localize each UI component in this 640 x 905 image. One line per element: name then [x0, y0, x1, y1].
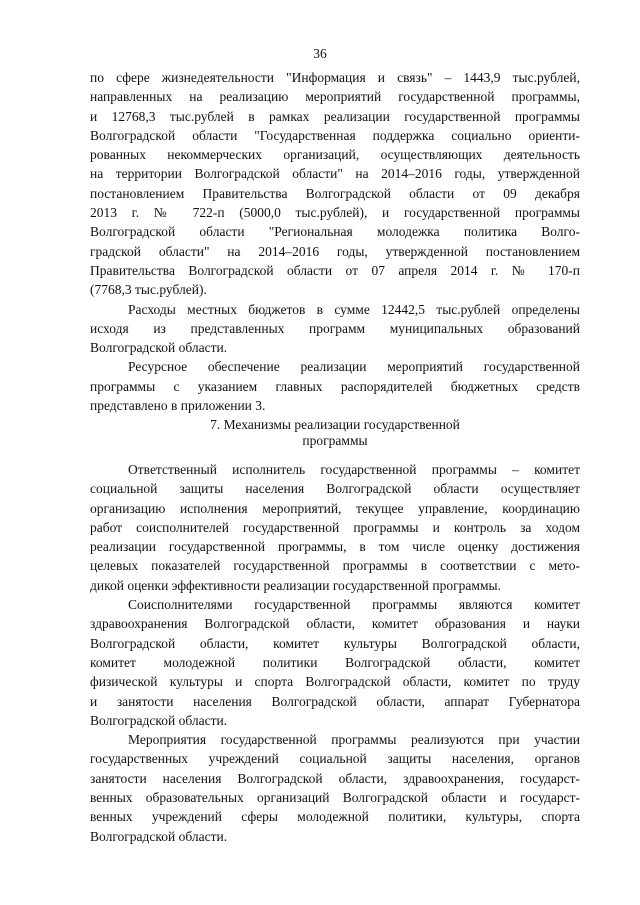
text-line: на территории Волгоградской области" на 2014–2016 годы, утвержденной — [90, 166, 580, 182]
text-line: комитет молодежной политики Волгоградской области, комитет — [90, 654, 580, 670]
text-line: организацию исполнения мероприятий, текущее управление, координацию — [90, 500, 580, 516]
text-line: здравоохранения Волгоградской области, комитет образования и науки — [90, 616, 580, 632]
text-line: по сфере жизнедеятельности "Информация и связь" – 1443,9 тыс.рублей, — [90, 70, 580, 85]
text-line: Ответственный исполнитель государственной программы – комитет — [128, 462, 580, 477]
body-bottom — [90, 460, 580, 846]
text-line: социальной защиты населения Волгоградской области осуществляет — [90, 481, 580, 497]
text-line: Мероприятия государственной программы реализуются при участии — [128, 732, 580, 748]
text-line: венных учреждений сферы молодежной политики, культуры, спорта — [90, 809, 580, 825]
text-line: Правительства Волгоградской области от 07 апреля 2014 г. № 170-п — [90, 262, 580, 278]
text-line: направленных на реализацию мероприятий государственной программы, — [90, 89, 580, 105]
text-line: Соисполнителями государственной программы являются комитет — [128, 597, 580, 613]
text-line: дикой оценки эффективности реализации государственной программы. — [90, 577, 501, 593]
paragraph-co-executors — [90, 595, 580, 730]
text-line: Волгоградской области. — [90, 828, 228, 844]
text-line: физической культуры и спорта Волгоградской области, комитет по труду — [90, 674, 580, 690]
text-line: программы с указанием главных распорядителей бюджетных средств — [90, 378, 580, 394]
text-line: Волгоградской области "Региональная молодежка политика Волго- — [90, 224, 580, 240]
text-line: Ресурсное обеспечение реализации мероприятий государственной — [128, 359, 580, 375]
text-line: рованных некоммерческих организаций, осуществляющих деятельность — [90, 147, 580, 163]
paragraph-continuation — [90, 68, 580, 300]
body-top — [90, 68, 580, 415]
text-line: и занятости населения Волгоградской области, аппарат Губернатора — [90, 693, 580, 709]
text-line: занятости населения Волгоградской области, здравоохранения, государст- — [90, 770, 580, 786]
text-line: Расходы местных бюджетов в сумме 12442,5 тыс.рублей определены — [128, 301, 580, 317]
heading-line: 7. Механизмы реализации государственной — [210, 417, 460, 432]
text-line: градской области" на 2014–2016 годы, утвержденной постановлением — [90, 243, 580, 259]
text-line: венных образовательных организаций Волгоградской области и государст- — [90, 790, 580, 806]
paragraph-local-budgets — [90, 300, 580, 358]
text-line: представлено в приложении 3. — [90, 398, 266, 414]
paragraph-responsible-executor — [90, 460, 580, 595]
text-line: (7768,3 тыс.рублей). — [90, 282, 207, 298]
text-line: 2013 г. № 722-п (5000,0 тыс.рублей), и государственной программы — [90, 205, 580, 221]
text-line: государственных учреждений социальной защиты населения, органов — [90, 751, 580, 767]
heading-line: программы — [302, 433, 368, 448]
paragraph-resources — [90, 357, 580, 415]
text-line: Волгоградской области, комитет культуры Волгоградской области, — [90, 635, 580, 651]
text-line: Волгоградской области. — [90, 340, 228, 356]
text-line: Волгоградской области "Государственная поддержка социально ориенти- — [90, 127, 580, 143]
text-line: работ соисполнителей государственной программы и контроль за ходом — [90, 519, 580, 535]
section-heading — [90, 417, 580, 449]
text-line: реализации государственной программы, в том числе оценку достижения — [90, 539, 580, 555]
paragraph-participants — [90, 730, 580, 846]
page-number: 36 — [313, 46, 327, 61]
text-line: целевых показателей государственной программы в соответствии с мето- — [90, 558, 580, 574]
text-line: исходя из представленных программ муниципальных образований — [90, 320, 580, 336]
text-line: и 12768,3 тыс.рублей в рамках реализации государственной программы — [90, 108, 580, 124]
text-line: постановлением Правительства Волгоградской области от 09 декабря — [90, 185, 580, 201]
text-line: Волгоградской области. — [90, 712, 228, 728]
